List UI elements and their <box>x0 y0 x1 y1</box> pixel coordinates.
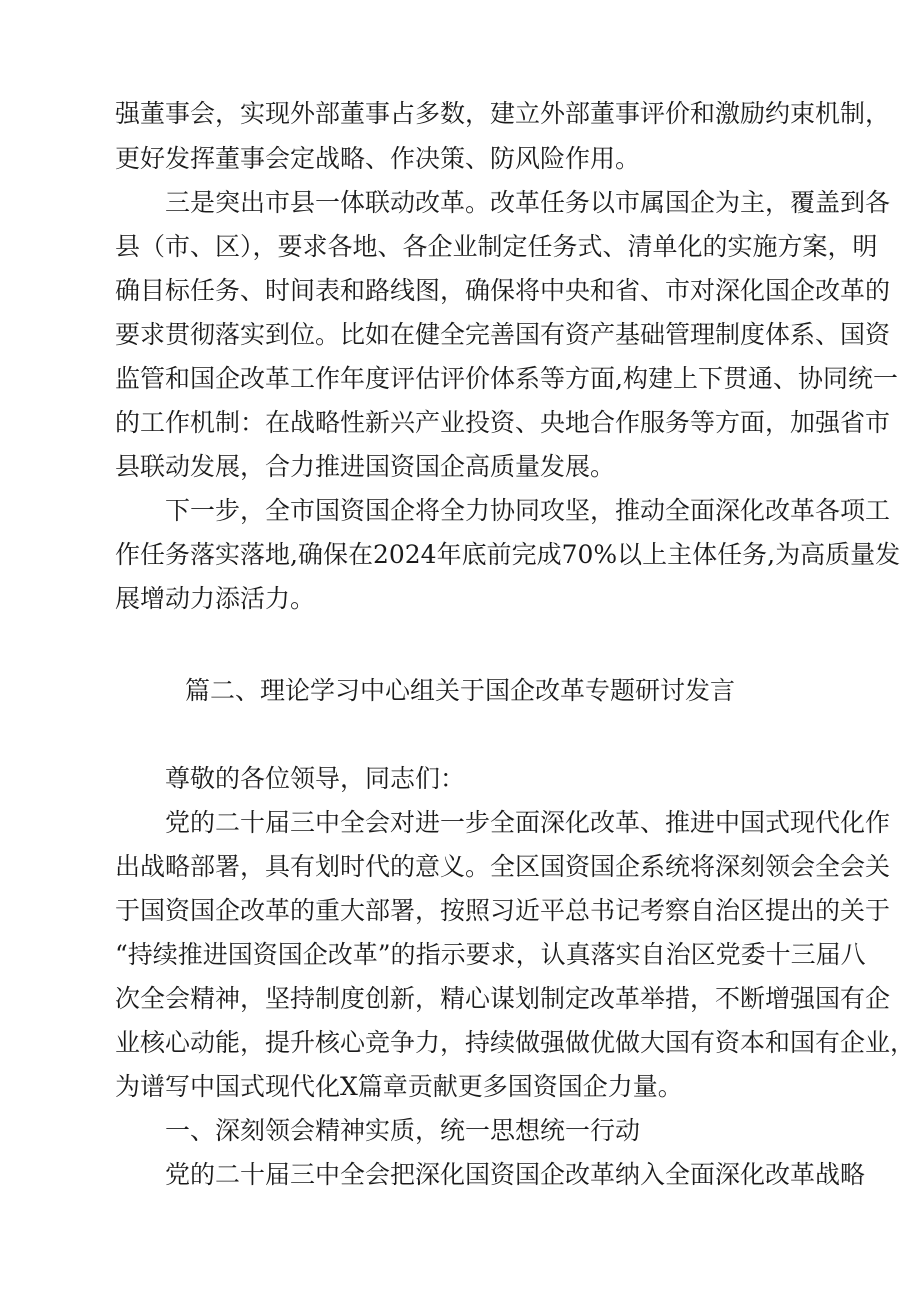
paragraph-line: 业核心动能，提升核心竞争力，持续做强做优做大国有资本和国有企业， <box>115 1028 916 1057</box>
paragraph-line: 强董事会，实现外部董事占多数，建立外部董事评价和激励约束机制， <box>115 99 891 128</box>
paragraph-line: 确目标任务、时间表和路线图，确保将中央和省、市对深化国企改革的 <box>115 276 891 305</box>
paragraph-line: 作任务落实落地,确保在2024年底前完成70%以上主体任务,为高质量发 <box>115 540 901 569</box>
paragraph-line: 三是突出市县一体联动改革。改革任务以市属国企为主，覆盖到各 <box>165 188 891 217</box>
salutation: 尊敬的各位领导，同志们： <box>165 764 466 793</box>
paragraph-line: 出战略部署，具有划时代的意义。全区国资国企系统将深刻领会全会关 <box>115 852 891 881</box>
paragraph-line: 的工作机制：在战略性新兴产业投资、央地合作服务等方面，加强省市 <box>115 408 891 437</box>
paragraph-line: 县（市、区），要求各地、各企业制定任务式、清单化的实施方案，明 <box>115 232 878 261</box>
paragraph-line: 下一步，全市国资国企将全力协同攻坚，推动全面深化改革各项工 <box>165 496 891 525</box>
paragraph-line: 监管和国企改革工作年度评估评价体系等方面,构建上下贯通、协同统一 <box>115 364 898 393</box>
section-title: 篇二、理论学习中心组关于国企改革专题研讨发言 <box>184 676 735 705</box>
paragraph-line: 展增动力添活力。 <box>115 584 316 613</box>
paragraph-line: 党的二十届三中全会把深化国资国企改革纳入全面深化改革战略 <box>165 1160 866 1189</box>
paragraph-line: 为谱写中国式现代化X篇章贡献更多国资国企力量。 <box>115 1072 683 1101</box>
paragraph-line: “持续推进国资国企改革”的指示要求，认真落实自治区党委十三届八 <box>115 940 866 969</box>
paragraph-line: 县联动发展，合力推进国资国企高质量发展。 <box>115 452 616 481</box>
paragraph-line: 更好发挥董事会定战略、作决策、防风险作用。 <box>115 144 641 173</box>
subsection-heading: 一、深刻领会精神实质，统一思想统一行动 <box>165 1116 641 1145</box>
paragraph-line: 次全会精神，坚持制度创新，精心谋划制定改革举措，不断增强国有企 <box>115 984 891 1013</box>
paragraph-line: 要求贯彻落实到位。比如在健全完善国有资产基础管理制度体系、国资 <box>115 320 891 349</box>
paragraph-line: 于国资国企改革的重大部署，按照习近平总书记考察自治区提出的关于 <box>115 896 891 925</box>
paragraph-line: 党的二十届三中全会对进一步全面深化改革、推进中国式现代化作 <box>165 808 891 837</box>
